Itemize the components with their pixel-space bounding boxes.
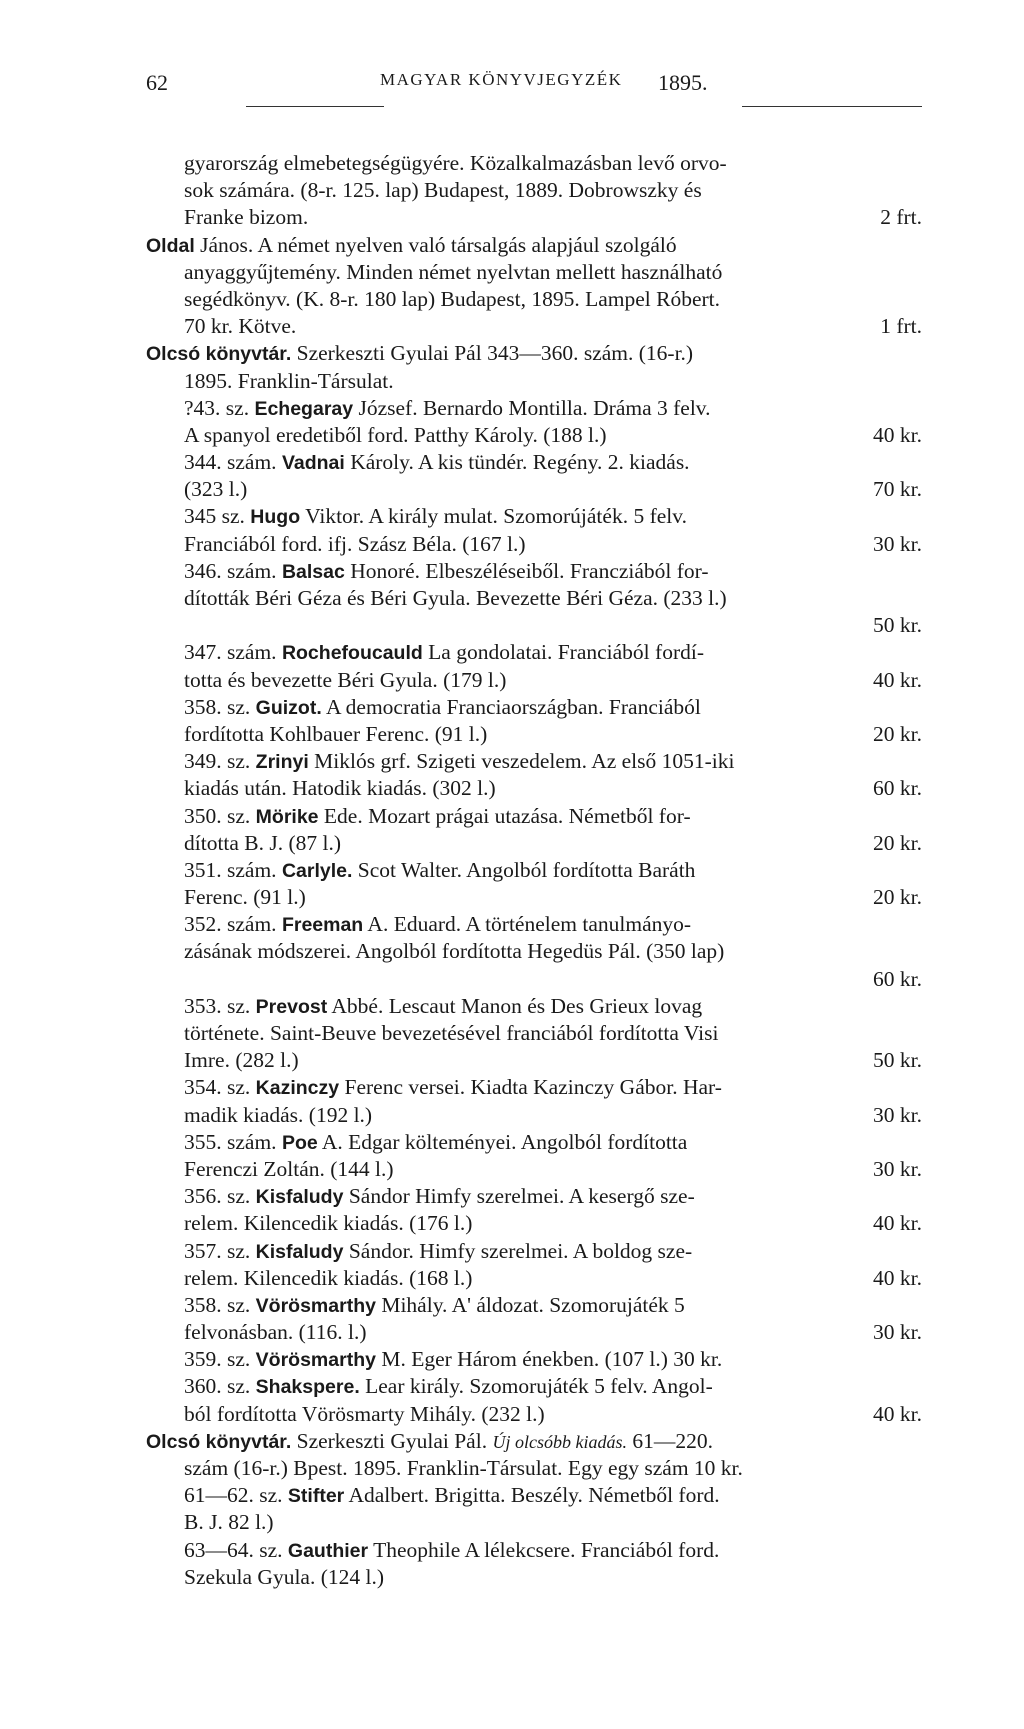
line-text: Sándor Himfy szerelmei. A kesergő sze- bbox=[343, 1184, 695, 1209]
author-name: Vadnai bbox=[281, 452, 345, 475]
price: 40 kr. bbox=[873, 1211, 922, 1236]
line-text: A. Eduard. A történelem tanulmányo- bbox=[363, 912, 692, 937]
page-number: 62 bbox=[146, 70, 168, 95]
text-line bbox=[146, 857, 922, 884]
text-line bbox=[146, 395, 922, 422]
entry-number: 358. sz. bbox=[184, 694, 256, 719]
line-text-tail: 61—220. bbox=[626, 1428, 713, 1453]
header-rule-left bbox=[246, 106, 384, 107]
entry-number: 358. sz. bbox=[184, 1292, 256, 1317]
entry-number: 350. sz. bbox=[184, 803, 256, 828]
author-name: Prevost bbox=[255, 995, 328, 1018]
author-name: Stifter bbox=[287, 1485, 345, 1508]
line-text: zásának módszerei. Angolból fordította Hegedüs Pál. (350 lap) bbox=[184, 939, 725, 964]
line-text: relem. Kilencedik kiadás. (168 l.) bbox=[184, 1265, 473, 1290]
line-text: dították Béri Géza és Béri Gyula. Bevezette Béri Géza. (233 l.) bbox=[184, 586, 727, 610]
line-text: Miklós grf. Szigeti veszedelem. Az első 1051-iki bbox=[308, 749, 735, 774]
text-line bbox=[146, 721, 922, 748]
text-line bbox=[146, 259, 922, 286]
entry-number: 353. sz. bbox=[184, 993, 256, 1018]
line-text: József. Bernardo Montilla. Dráma 3 felv. bbox=[353, 395, 711, 420]
text-line bbox=[146, 1210, 922, 1237]
author-name: Vörösmarthy bbox=[255, 1349, 376, 1372]
line-text: Szerkeszti Gyulai Pál. bbox=[291, 1428, 493, 1453]
price: 30 kr. bbox=[873, 1156, 922, 1181]
text-line bbox=[146, 694, 922, 721]
line-text: 70 kr. Kötve. bbox=[184, 314, 297, 339]
text-line bbox=[146, 1428, 922, 1455]
text-line bbox=[146, 1047, 922, 1074]
line-text: Abbé. Lescaut Manon és Des Grieux lovag bbox=[327, 993, 703, 1018]
author-name: Vörösmarthy bbox=[255, 1294, 376, 1317]
page-header bbox=[146, 66, 926, 102]
line-text: dította B. J. (87 l.) bbox=[184, 830, 342, 855]
entry-number: 63—64. sz. bbox=[184, 1537, 288, 1562]
price: 70 kr. bbox=[873, 477, 922, 502]
entry-number: ?43. sz. bbox=[184, 395, 255, 420]
line-text: Károly. A kis tündér. Regény. 2. kiadás. bbox=[344, 450, 690, 475]
text-line bbox=[146, 1564, 922, 1591]
author-name: Balsac bbox=[281, 560, 345, 583]
price: 1 frt. bbox=[880, 314, 922, 339]
price: 40 kr. bbox=[873, 667, 922, 692]
text-line bbox=[146, 340, 922, 367]
line-text: A spanyol eredetiből ford. Patthy Károly. (188 l.) bbox=[184, 422, 607, 447]
text-line bbox=[146, 368, 922, 395]
text-line bbox=[146, 1373, 922, 1400]
text-line bbox=[146, 1156, 922, 1183]
entry-number: 354. sz. bbox=[184, 1075, 256, 1100]
line-text: Mihály. A' áldozat. Szomorujáték 5 bbox=[375, 1292, 685, 1317]
line-text: Szerkeszti Gyulai Pál 343—360. szám. (16-r.) bbox=[291, 341, 694, 366]
author-name: Kazinczy bbox=[255, 1077, 340, 1100]
text-line bbox=[146, 938, 922, 965]
running-year: 1895. bbox=[658, 70, 708, 95]
line-text: relem. Kilencedik kiadás. (176 l.) bbox=[184, 1211, 473, 1236]
text-line bbox=[146, 1319, 922, 1346]
price: 40 kr. bbox=[873, 1401, 922, 1426]
author-name: Freeman bbox=[281, 914, 364, 937]
price: 60 kr. bbox=[873, 966, 922, 991]
text-line bbox=[146, 1020, 922, 1047]
author-name: Kisfaludy bbox=[255, 1240, 344, 1263]
entry-number: 345 sz. bbox=[184, 504, 251, 529]
line-text: Lear király. Szomorujáték 5 felv. Angol- bbox=[359, 1374, 713, 1399]
line-text: Scot Walter. Angolból fordította Baráth bbox=[352, 857, 696, 882]
text-line bbox=[146, 1537, 922, 1564]
line-text: A democratia Franciaországban. Franciából bbox=[321, 694, 701, 719]
text-line bbox=[146, 449, 922, 476]
author-name: Hugo bbox=[250, 506, 301, 529]
text-line bbox=[146, 150, 922, 177]
text-line bbox=[146, 232, 922, 259]
text-line bbox=[146, 1102, 922, 1129]
bibliography-body bbox=[146, 150, 922, 1591]
text-line bbox=[146, 1129, 922, 1156]
line-text: madik kiadás. (192 l.) bbox=[184, 1102, 373, 1127]
text-line bbox=[146, 1074, 922, 1101]
price: 40 kr. bbox=[873, 1265, 922, 1290]
line-text: története. Saint-Beuve bevezetésével franciából fordította Visi bbox=[184, 1021, 719, 1045]
line-text: Honoré. Elbeszéléseiből. Francziából for- bbox=[344, 558, 709, 583]
text-line bbox=[146, 476, 922, 503]
header-rule-right bbox=[742, 106, 922, 107]
text-line bbox=[146, 1238, 922, 1265]
line-text: Franciából ford. ifj. Szász Béla. (167 l.) bbox=[184, 531, 526, 556]
line-text: gyarország elmebetegségügyére. Közalkalmazásban levő orvo- bbox=[184, 151, 727, 175]
text-line bbox=[146, 585, 922, 612]
line-text: 1895. Franklin-Társulat. bbox=[184, 368, 394, 393]
italic-note: Új olcsóbb kiadás. bbox=[492, 1431, 627, 1452]
text-line bbox=[146, 1183, 922, 1210]
line-text: szám (16-r.) Bpest. 1895. Franklin-Társulat. Egy egy szám 10 kr. bbox=[184, 1456, 743, 1480]
entry-list bbox=[146, 150, 922, 1591]
line-text: Szekula Gyula. (124 l.) bbox=[184, 1564, 385, 1589]
entry-number: 352. szám. bbox=[184, 912, 282, 937]
entry-number: 346. szám. bbox=[184, 558, 282, 583]
text-line bbox=[146, 966, 922, 993]
entry-number: 357. sz. bbox=[184, 1238, 256, 1263]
price: 50 kr. bbox=[873, 1048, 922, 1073]
running-title: MAGYAR KÖNYVJEGYZÉK bbox=[380, 70, 623, 89]
text-line bbox=[146, 177, 922, 204]
price: 40 kr. bbox=[873, 422, 922, 447]
text-line bbox=[146, 286, 922, 313]
price: 20 kr. bbox=[873, 830, 922, 855]
entry-number: 347. szám. bbox=[184, 640, 282, 665]
text-line bbox=[146, 1346, 922, 1373]
line-text: sok számára. (8-r. 125. lap) Budapest, 1889. Dobrowszky és bbox=[184, 178, 702, 203]
author-name: Carlyle. bbox=[281, 859, 353, 882]
line-text: La gondolatai. Franciából fordí- bbox=[422, 640, 704, 665]
text-line bbox=[146, 1265, 922, 1292]
line-text: kiadás után. Hatodik kiadás. (302 l.) bbox=[184, 776, 496, 801]
entry-number: 349. sz. bbox=[184, 749, 256, 774]
line-text: felvonásban. (116. l.) bbox=[184, 1320, 367, 1345]
author-name: Shakspere. bbox=[255, 1376, 360, 1399]
text-line bbox=[146, 803, 922, 830]
text-line bbox=[146, 612, 922, 639]
price: 50 kr. bbox=[873, 613, 922, 638]
text-line bbox=[146, 1509, 922, 1536]
price: 60 kr. bbox=[873, 776, 922, 801]
entry-number: 61—62. sz. bbox=[184, 1483, 288, 1508]
text-line bbox=[146, 639, 922, 666]
author-name: Poe bbox=[281, 1131, 318, 1154]
author-name: Zrinyi bbox=[255, 751, 309, 774]
entry-number: 351. szám. bbox=[184, 857, 282, 882]
text-line bbox=[146, 313, 922, 340]
text-line bbox=[146, 1455, 922, 1482]
line-text: Imre. (282 l.) bbox=[184, 1048, 299, 1073]
line-text: Ferenc. (91 l.) bbox=[184, 885, 306, 910]
author-name: Kisfaludy bbox=[255, 1186, 344, 1209]
line-text: segédkönyv. (K. 8-r. 180 lap) Budapest, 1895. Lampel Róbert. bbox=[184, 286, 720, 311]
line-text: B. J. 82 l.) bbox=[184, 1510, 274, 1535]
price: 20 kr. bbox=[873, 885, 922, 910]
line-text: M. Eger Három énekben. (107 l.) 30 kr. bbox=[375, 1347, 723, 1372]
entry-number: 359. sz. bbox=[184, 1347, 256, 1372]
text-line bbox=[146, 667, 922, 694]
text-line bbox=[146, 775, 922, 802]
line-text: totta és bevezette Béri Gyula. (179 l.) bbox=[184, 667, 507, 692]
text-line bbox=[146, 558, 922, 585]
line-text: Adalbert. Brigitta. Beszély. Németből ford. bbox=[344, 1483, 720, 1508]
entry-number: 360. sz. bbox=[184, 1374, 256, 1399]
text-line bbox=[146, 503, 922, 530]
text-line bbox=[146, 884, 922, 911]
line-text: Ferenc versei. Kiadta Kazinczy Gábor. Har- bbox=[339, 1075, 722, 1100]
entry-number: 356. sz. bbox=[184, 1184, 256, 1209]
line-text: Franke bizom. bbox=[184, 205, 309, 230]
line-text: A. Edgar költeményei. Angolból fordította bbox=[317, 1129, 688, 1154]
price: 2 frt. bbox=[880, 205, 922, 230]
line-text: fordította Kohlbauer Ferenc. (91 l.) bbox=[184, 721, 488, 746]
text-line bbox=[146, 422, 922, 449]
text-line bbox=[146, 531, 922, 558]
text-line bbox=[146, 1401, 922, 1428]
price: 30 kr. bbox=[873, 1102, 922, 1127]
author-name: Olcsó könyvtár. bbox=[146, 343, 292, 366]
line-text: ból fordította Vörösmarty Mihály. (232 l.) bbox=[184, 1401, 545, 1426]
author-name: Guizot. bbox=[255, 696, 322, 719]
line-text: Sándor. Himfy szerelmei. A boldog sze- bbox=[343, 1238, 693, 1263]
text-line bbox=[146, 993, 922, 1020]
line-text: Viktor. A király mulat. Szomorújáték. 5 felv. bbox=[300, 504, 687, 529]
line-text: anyaggyűjtemény. Minden német nyelvtan mellett használható bbox=[184, 259, 723, 284]
text-line bbox=[146, 830, 922, 857]
text-line bbox=[146, 911, 922, 938]
line-text: János. A német nyelven való társalgás alapjául szolgáló bbox=[194, 232, 677, 257]
price: 30 kr. bbox=[873, 1320, 922, 1345]
author-name: Oldal bbox=[146, 234, 195, 257]
text-line bbox=[146, 1292, 922, 1319]
text-line bbox=[146, 204, 922, 231]
line-text: Ferenczi Zoltán. (144 l.) bbox=[184, 1156, 394, 1181]
text-line bbox=[146, 1482, 922, 1509]
price: 20 kr. bbox=[873, 721, 922, 746]
price: 30 kr. bbox=[873, 531, 922, 556]
author-name: Rochefoucauld bbox=[281, 642, 423, 665]
entry-number: 355. szám. bbox=[184, 1129, 282, 1154]
entry-number: 344. szám. bbox=[184, 450, 282, 475]
line-text: (323 l.) bbox=[184, 477, 248, 502]
line-text: Ede. Mozart prágai utazása. Németből for- bbox=[318, 803, 691, 828]
author-name: Gauthier bbox=[287, 1539, 369, 1562]
line-text: Theophile A lélekcsere. Franciából ford. bbox=[368, 1537, 720, 1562]
author-name: Echegaray bbox=[254, 397, 354, 420]
text-line bbox=[146, 748, 922, 775]
author-name: Olcsó könyvtár. bbox=[146, 1430, 292, 1453]
author-name: Mörike bbox=[255, 805, 319, 828]
